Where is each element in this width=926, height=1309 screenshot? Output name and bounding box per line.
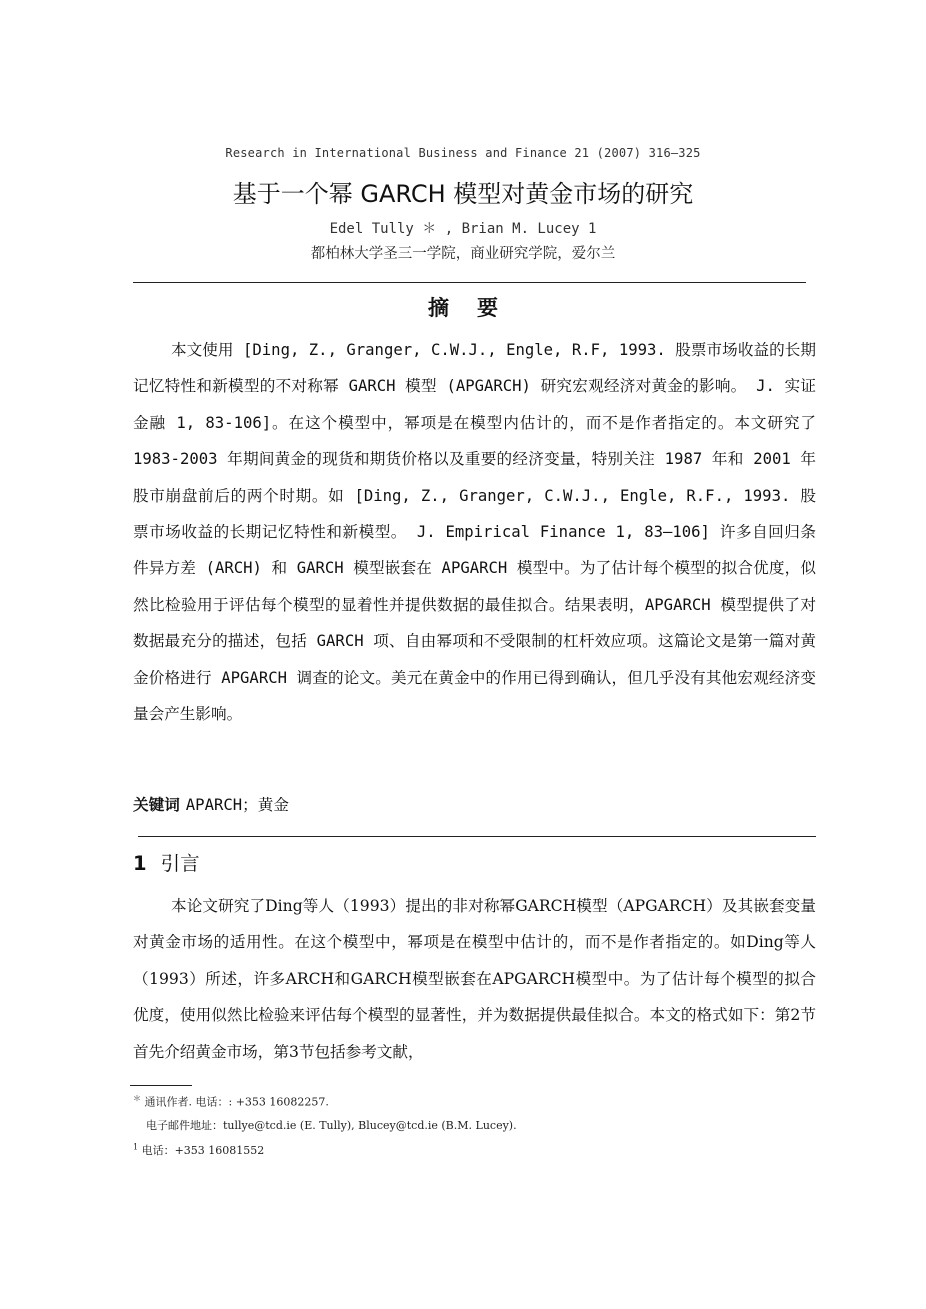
journal-reference: Research in International Business and Finance 21 (2007) 316–325: [225, 146, 701, 160]
keywords-label: 关键词: [133, 796, 180, 814]
header-divider: [133, 282, 806, 283]
abstract-heading: 摘要: [428, 296, 526, 320]
paper-title: 基于一个幂 GARCH 模型对黄金市场的研究: [232, 180, 694, 208]
keywords: [133, 792, 289, 819]
affiliation: 都柏林大学圣三一学院，商业研究学院，爱尔兰: [310, 246, 616, 262]
section-number: 1: [133, 852, 147, 875]
section-heading: [133, 848, 200, 876]
footnote-mark-1: 1: [133, 1142, 139, 1152]
footnote-corresponding: [133, 1093, 329, 1110]
footnote-divider: [130, 1085, 192, 1086]
footnote-author2: [133, 1142, 264, 1158]
footnote-phone-2: 电话：+353 16081552: [141, 1144, 265, 1157]
authors: Edel Tully ＊ , Brian M. Lucey 1: [329, 221, 597, 237]
intro-text: 本论文研究了Ding等人（1993）提出的非对称幂GARCH模型（APGARCH）及其嵌套变量对黄金市场的适用性。在这个模型中，幂项是在模型中估计的，而不是作者指定的。如Ding等人（1993）所述，许多ARCH和GARCH模型嵌套在APGARCH模型中。为了估计每个模型的拟合优度，使用似然比检验来评估每个模型的显著性，并为数据提供最佳拟合。本文的格式如下：第2节首先介绍黄金市场，第3节包括参考文献，: [133, 897, 816, 1061]
abstract-text: 本文使用 [Ding, Z., Granger, C.W.J., Engle, R.F, 1993. 股票市场收益的长期记忆特性和新模型的不对称幂 GARCH 模型 (APGARCH) 研究宏观经济对黄金的影响。 J. 实证金融 1, 83-106]。在这个模型中，幂项是在模型内估计的，而不是作者指定的。本文研究了 1983-2003 年期间黄金的现货和期货价格以及重要的经济变量，特别关注 1987 年和 2001 年股市崩盘前后的两个时期。如 [Ding, Z., Granger, C.W.J., Engle, R.F., 1993. 股票市场收益的长期记忆特性和新模型。 J. Empirical Finance 1, 83–106] 许多自回归条件异方差 (ARCH) 和 GARCH 模型嵌套在 APGARCH 模型中。为了估计每个模型的拟合优度，似然比检验用于评估每个模型的显着性并提供数据的最佳拟合。结果表明，APGARCH 模型提供了对数据最充分的描述，包括 GARCH 项、自由幂项和不受限制的杠杆效应项。这篇论文是第一篇对黄金价格进行 APGARCH 调查的论文。美元在黄金中的作用已得到确认，但几乎没有其他宏观经济变量会产生影响。: [133, 341, 816, 724]
footnote-email: 电子邮件地址：tullye@tcd.ie (E. Tully), Blucey@tcd.ie (B.M. Lucey).: [146, 1119, 517, 1132]
footnote-mark-star: ＊: [133, 1094, 141, 1103]
keywords-value: APARCH；黄金: [185, 796, 289, 814]
abstract-divider: [138, 836, 816, 837]
footnote-phone-1: 通讯作者. 电话：: +353 16082257.: [144, 1095, 329, 1109]
section-title: 引言: [160, 852, 200, 875]
